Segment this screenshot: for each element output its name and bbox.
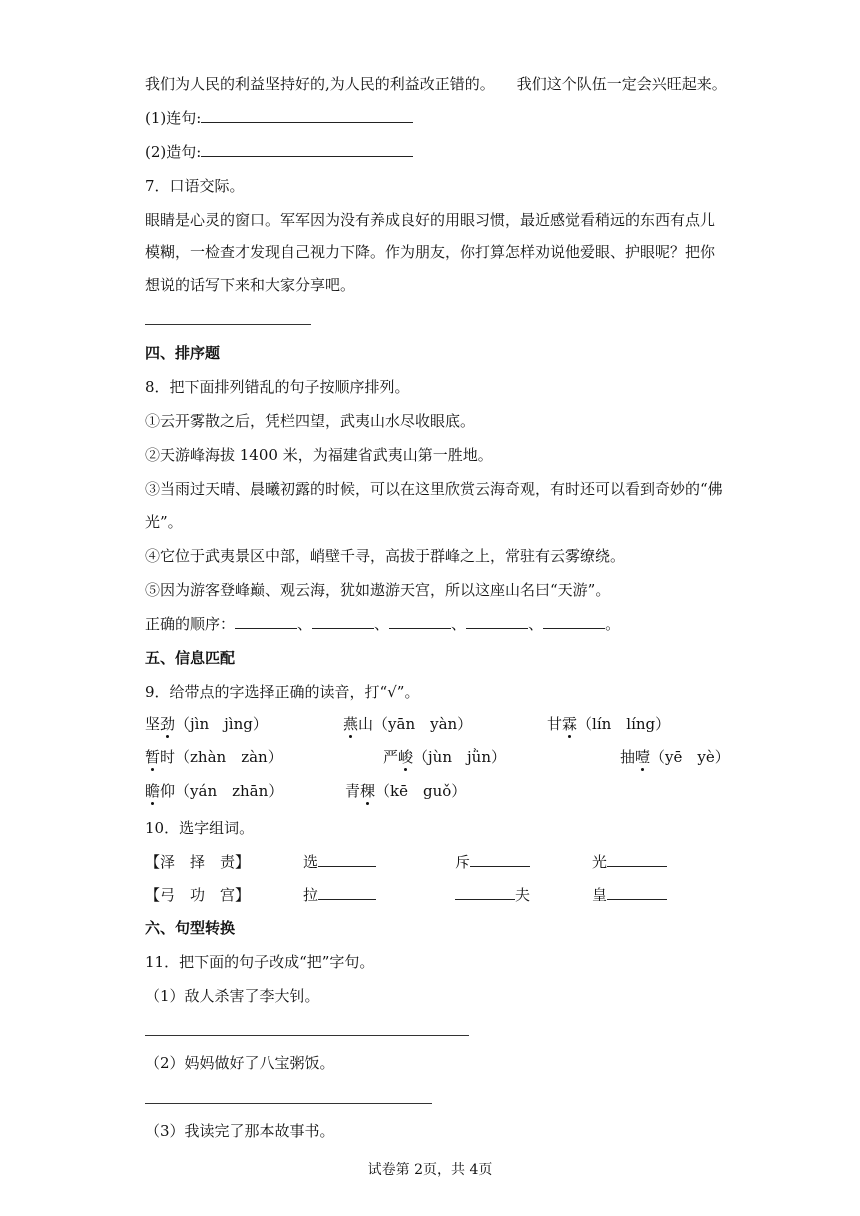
dotted-char: 噎 <box>635 748 651 766</box>
char: 拉 <box>303 886 319 904</box>
q10-word-1-3 <box>592 852 667 872</box>
q7-line-1: 眼睛是心灵的窗口。军军因为没有养成良好的用眼习惯，最近感觉看稍远的东西有点儿 <box>145 211 716 229</box>
pinyin-options: （yān yàn） <box>373 715 473 733</box>
dotted-char: 暂 <box>145 748 161 766</box>
q7-line-3: 想说的话写下来和大家分享吧。 <box>145 276 356 294</box>
dotted-char: 燕 <box>343 715 359 733</box>
char: 时 <box>160 748 176 766</box>
separator: 、 <box>451 615 467 633</box>
char: 光 <box>592 853 608 871</box>
pinyin-options: （zhàn zàn） <box>175 748 283 766</box>
q7-line-2: 模糊，一检查才发现自己视力下降。作为朋友，你打算怎样劝说他爱眼、护眼呢？把你 <box>145 243 716 261</box>
q8-blank-5[interactable] <box>543 614 605 629</box>
pinyin-options: （jìn jìng） <box>175 715 268 733</box>
char: 斥 <box>455 853 471 871</box>
char: 严 <box>383 748 399 766</box>
pinyin-options: （jùn jǜn） <box>413 748 506 766</box>
q8-blank-1[interactable] <box>235 614 297 629</box>
q6-link-label: (1)连句: <box>145 109 202 127</box>
dotted-char: 稞 <box>360 782 376 800</box>
q6-link-blank[interactable] <box>201 108 413 123</box>
q7-answer-line[interactable] <box>145 324 311 325</box>
q8-sentence-4: ④它位于武夷景区中部，峭壁千寻，高拔于群峰之上，常驻有云雾缭绕。 <box>145 547 626 565</box>
q8-sentence-5: ⑤因为游客登峰巅、观云海，犹如遨游天宫，所以这座山名曰“天游”。 <box>145 581 611 599</box>
q6-sentences <box>145 74 727 94</box>
q9-item[interactable] <box>145 747 283 767</box>
q10-group-2: 【弓 功 宫】 <box>145 886 251 904</box>
char: 青 <box>345 782 361 800</box>
dotted-char: 峻 <box>398 748 414 766</box>
section-4-title: 四、排序题 <box>145 344 221 362</box>
q7-title: 7．口语交际。 <box>145 177 245 195</box>
char: 仰 <box>160 782 176 800</box>
q10-title: 10．选字组词。 <box>145 819 255 837</box>
q8-blank-4[interactable] <box>466 614 528 629</box>
q10-word-2-3 <box>592 885 667 905</box>
q8-title: 8．把下面排列错乱的句子按顺序排列。 <box>145 378 410 396</box>
char: 选 <box>303 853 319 871</box>
pinyin-options: （lín líng） <box>577 715 671 733</box>
char: 抽 <box>620 748 636 766</box>
q6-sentence-a: 我们为人民的利益坚持好的,为人民的利益改正错的。 <box>145 75 495 93</box>
fill-blank[interactable] <box>607 852 667 867</box>
q8-sentence-3b: 光”。 <box>145 513 183 531</box>
q8-sentence-2: ②天游峰海拔 1400 米，为福建省武夷山第一胜地。 <box>145 446 493 464</box>
char: 皇 <box>592 886 608 904</box>
q10-word-2-1 <box>303 885 376 905</box>
q8-sentence-3a: ③当雨过天晴、晨曦初露的时候，可以在这里欣赏云海奇观，有时还可以看到奇妙的“佛 <box>145 480 723 498</box>
q6-sentence-b: 我们这个队伍一定会兴旺起来。 <box>516 75 727 93</box>
q10-group-1: 【泽 择 责】 <box>145 853 251 871</box>
q9-item[interactable] <box>547 714 670 734</box>
dotted-char: 劲 <box>160 715 176 733</box>
q8-sentence-1: ①云开雾散之后，凭栏四望，武夷山水尽收眼底。 <box>145 412 476 430</box>
q6-make-blank[interactable] <box>201 142 413 157</box>
page-footer: 试卷第 2页，共 4页 <box>367 1162 493 1178</box>
section-6-title: 六、句型转换 <box>145 919 236 937</box>
fill-blank[interactable] <box>470 852 530 867</box>
separator: 、 <box>374 615 390 633</box>
q11-answer-line-2[interactable] <box>145 1103 432 1104</box>
dotted-char: 瞻 <box>145 782 161 800</box>
q11-prompt-1: （1）敌人杀害了李大钊。 <box>145 987 320 1005</box>
q11-title: 11．把下面的句子改成“把”字句。 <box>145 953 375 971</box>
q8-blank-3[interactable] <box>389 614 451 629</box>
q10-word-1-2 <box>455 852 530 872</box>
pinyin-options: （yán zhān） <box>175 782 284 800</box>
dotted-char: 霖 <box>562 715 578 733</box>
q9-item[interactable] <box>145 714 268 734</box>
fill-blank[interactable] <box>455 885 515 900</box>
fill-blank[interactable] <box>318 885 376 900</box>
pinyin-options: （yē yè） <box>650 748 730 766</box>
separator: 、 <box>528 615 544 633</box>
char: 山 <box>358 715 374 733</box>
q8-answer-line <box>145 614 620 634</box>
fill-blank[interactable] <box>318 852 376 867</box>
fill-blank[interactable] <box>607 885 667 900</box>
q11-prompt-2: （2）妈妈做好了八宝粥饭。 <box>145 1054 335 1072</box>
pinyin-options: （kē guǒ） <box>375 782 467 800</box>
section-5-title: 五、信息匹配 <box>145 649 236 667</box>
q9-title: 9．给带点的字选择正确的读音，打“√”。 <box>145 683 420 701</box>
q9-item[interactable] <box>345 781 466 801</box>
q8-blank-2[interactable] <box>312 614 374 629</box>
q9-item[interactable] <box>620 747 730 767</box>
q6-make-label: (2)造句: <box>145 143 202 161</box>
q10-word-1-1 <box>303 852 376 872</box>
q9-item[interactable] <box>343 714 472 734</box>
q9-item[interactable] <box>383 747 506 767</box>
char: 坚 <box>145 715 161 733</box>
end-mark: 。 <box>605 615 621 633</box>
char: 甘 <box>547 715 563 733</box>
q6-make-line <box>145 142 413 162</box>
char: 夫 <box>515 886 531 904</box>
q11-answer-line-1[interactable] <box>145 1035 469 1036</box>
q9-item[interactable] <box>145 781 283 801</box>
q6-link-line <box>145 108 413 128</box>
separator: 、 <box>297 615 313 633</box>
q11-prompt-3: （3）我读完了那本故事书。 <box>145 1122 335 1140</box>
q10-word-2-2 <box>455 885 530 905</box>
q8-answer-label: 正确的顺序： <box>145 615 236 633</box>
